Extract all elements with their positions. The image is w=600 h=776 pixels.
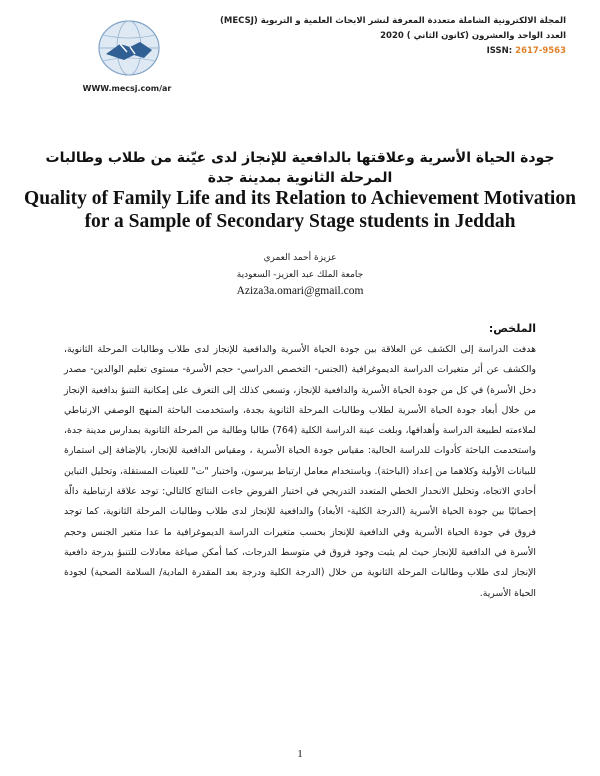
journal-header xyxy=(206,14,566,59)
title-english-line-1: Quality of Family Life and its Relation to Achievement Motivation xyxy=(24,188,576,209)
journal-website[interactable]: WWW.mecsj.com/ar xyxy=(82,84,172,93)
journal-issue: العدد الواحد والعشرون (كانون الثاني ) 2020 xyxy=(380,31,566,41)
author-name: عزيزة أحمد العمري xyxy=(263,253,337,263)
abstract-heading: الملخص: xyxy=(488,322,536,335)
author-email[interactable]: Aziza3a.omari@gmail.com xyxy=(236,285,364,297)
title-english-line-2: for a Sample of Secondary Stage students in Jeddah xyxy=(84,211,516,232)
issn-label: ISSN: xyxy=(486,46,513,56)
journal-issn xyxy=(206,44,566,59)
title-arabic-line-1: جودة الحياة الأسرية وعلاقتها بالدافعية للإنجاز لدى عيّنة من طلاب وطالبات xyxy=(45,150,555,166)
author-affiliation: جامعة الملك عبد العزيز- السعودية xyxy=(236,270,364,280)
abstract-text: هدفت الدراسة إلى الكشف عن العلاقة بين جودة الحياة الأسرية والدافعية للإنجاز لدى طلاب وطالبات المرحلة الثانوية، والكشف عن أثر متغيرات الدراسة الديموغرافية (الجنس- التخصص الدراسي- حجم الأسرة- مستوى تعليم الوالدين- مصدر دخل الأسرة) في كل من جودة الحياة الأسرية والدافعية للإنجاز، وتسعى كذلك إلى التعرف على إمكانية التنبؤ بدافعية الإنجاز من خلال أبعاد جودة الحياة الأسرية لطلاب وطالبات المرحلة الثانوية بجدة، واستخدمت الباحثة المنهج الوصفي الارتباطي لملاءمته لطبيعة الدراسة وأهدافها، وبلغت عينة الدراسة الكلية (764) طالبا وطالبة من المرحلة الثانوية بمدارس مدينة جدة، واستخدمت الباحثة كأدوات للدراسة الحالية: مقياس جودة الحياة الأسرية ، ومقياس الدافعية للإنجاز، بالإضافة إلى استمارة للبيانات الأولية وكلاهما من إعداد (الباحثة). وباستخدام معامل ارتباط بيرسون، واختبار "ت" للعينات المستقلة، وتحليل التباين أحادي الاتجاه، وتحليل الانحدار الخطي المتعدد التدريجي في اختبار الفروض جاءت النتائج كالتالي: توجد علاقة ارتباطية دالّة إحصائيًا بين جودة الحياة الأسرية (الدرجة الكلية- الأبعاد) والدافعية للإنجاز لدى طلاب وطالبات المرحلة الثانوية، كما توجد فروق في جودة الحياة الأسرية وفي الدافعية للإنجاز بحسب متغيرات الدراسة الديموغرافية ما عدا متغير الجنس وحجم الأسرة في الدافعية للإنجاز حيث لم يثبت وجود فروق في متوسط الدرجات، كما أمكن صياغة معادلات للتنبؤ بدرجة دافعية الإنجاز لدى طلاب وطالبات المرحلة الثانوية من خلال (الدرجة الكلية ودرجة بعد المقدرة المادية/ السلامة الصحية) لجودة الحياة الأسرية. xyxy=(64,344,536,599)
journal-name: المجلة الالكترونية الشاملة متعددة المعرفة لنشر الابحاث العلمية و التربوية (MECSJ) xyxy=(220,16,566,26)
issn-value: 2617-9563 xyxy=(515,46,566,56)
title-arabic-line-2: المرحلة الثانوية بمدينة جدة xyxy=(207,170,393,186)
page-number: 1 xyxy=(297,748,303,760)
globe-handshake-logo-icon xyxy=(94,16,164,80)
